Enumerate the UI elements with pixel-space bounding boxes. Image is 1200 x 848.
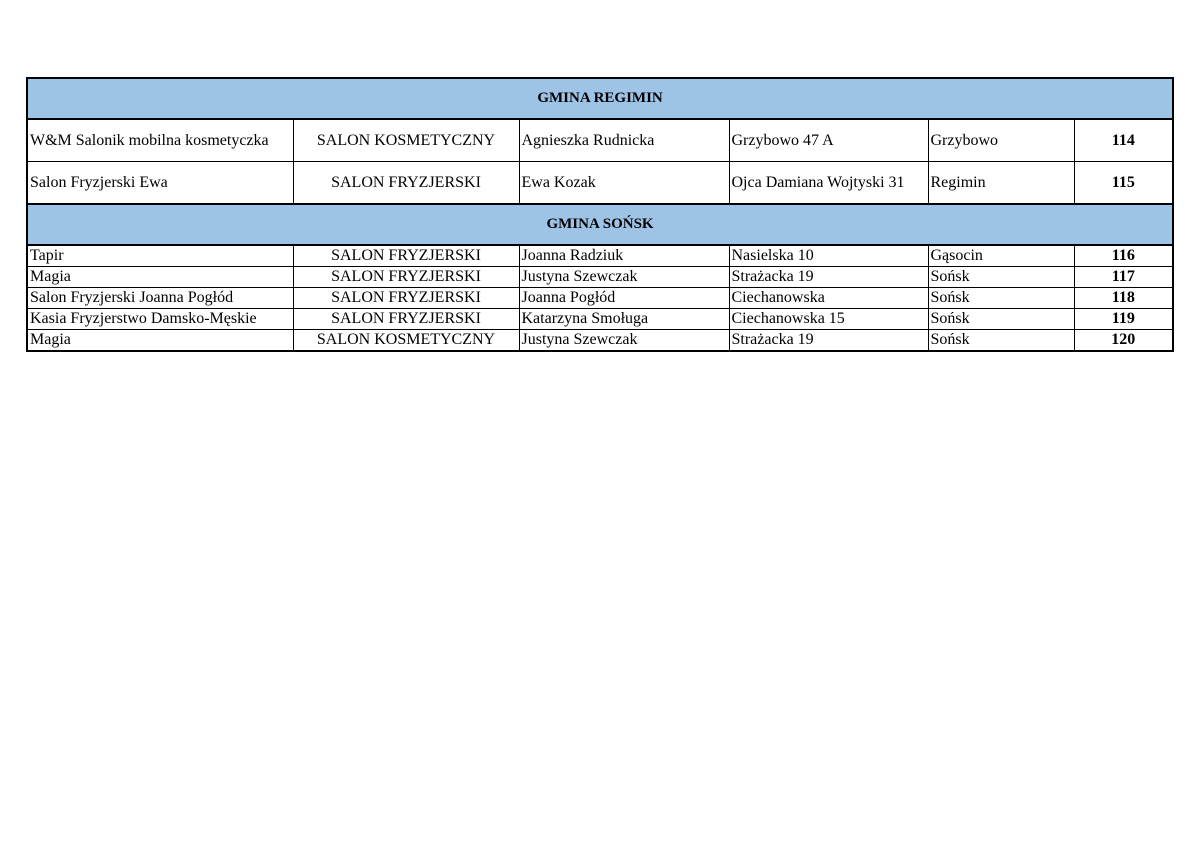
table-row — [27, 330, 1173, 352]
entry-number-cell: 119 — [1074, 309, 1173, 330]
entry-number-cell: 118 — [1074, 288, 1173, 309]
address-cell: Strażacka 19 — [729, 267, 928, 288]
owner-cell: Joanna Pogłód — [519, 288, 729, 309]
section-title: GMINA REGIMIN — [27, 78, 1173, 119]
salon-name-cell: Salon Fryzjerski Ewa — [27, 162, 293, 205]
table-row — [27, 288, 1173, 309]
entry-number-cell: 116 — [1074, 245, 1173, 267]
salon-register-sheet — [26, 77, 1172, 352]
owner-cell: Justyna Szewczak — [519, 267, 729, 288]
address-cell: Nasielska 10 — [729, 245, 928, 267]
owner-cell: Joanna Radziuk — [519, 245, 729, 267]
town-cell: Regimin — [928, 162, 1074, 205]
table-row — [27, 162, 1173, 205]
salon-type-cell: SALON FRYZJERSKI — [293, 162, 519, 205]
address-cell: Ciechanowska — [729, 288, 928, 309]
address-cell: Grzybowo 47 A — [729, 119, 928, 162]
salon-type-cell: SALON KOSMETYCZNY — [293, 330, 519, 352]
town-cell: Sońsk — [928, 288, 1074, 309]
entry-number-cell: 120 — [1074, 330, 1173, 352]
town-cell: Grzybowo — [928, 119, 1074, 162]
salon-type-cell: SALON FRYZJERSKI — [293, 288, 519, 309]
salon-name-cell: Kasia Fryzjerstwo Damsko-Męskie — [27, 309, 293, 330]
address-cell: Strażacka 19 — [729, 330, 928, 352]
entry-number-cell: 117 — [1074, 267, 1173, 288]
table-row — [27, 267, 1173, 288]
town-cell: Sońsk — [928, 309, 1074, 330]
table-row — [27, 245, 1173, 267]
table-row — [27, 309, 1173, 330]
table-row — [27, 119, 1173, 162]
salon-name-cell: Salon Fryzjerski Joanna Pogłód — [27, 288, 293, 309]
salon-type-cell: SALON FRYZJERSKI — [293, 309, 519, 330]
entry-number-cell: 114 — [1074, 119, 1173, 162]
salon-type-cell: SALON FRYZJERSKI — [293, 245, 519, 267]
entry-number-cell: 115 — [1074, 162, 1173, 205]
section-title: GMINA SOŃSK — [27, 204, 1173, 245]
salon-name-cell: Magia — [27, 267, 293, 288]
address-cell: Ciechanowska 15 — [729, 309, 928, 330]
salon-register-table — [26, 77, 1174, 352]
town-cell: Sońsk — [928, 267, 1074, 288]
owner-cell: Katarzyna Smoługa — [519, 309, 729, 330]
salon-name-cell: W&M Salonik mobilna kosmetyczka — [27, 119, 293, 162]
owner-cell: Ewa Kozak — [519, 162, 729, 205]
owner-cell: Justyna Szewczak — [519, 330, 729, 352]
owner-cell: Agnieszka Rudnicka — [519, 119, 729, 162]
town-cell: Gąsocin — [928, 245, 1074, 267]
section-header-row — [27, 204, 1173, 245]
address-cell: Ojca Damiana Wojtyski 31 — [729, 162, 928, 205]
salon-type-cell: SALON KOSMETYCZNY — [293, 119, 519, 162]
town-cell: Sońsk — [928, 330, 1074, 352]
section-header-row — [27, 78, 1173, 119]
salon-type-cell: SALON FRYZJERSKI — [293, 267, 519, 288]
salon-name-cell: Tapir — [27, 245, 293, 267]
salon-name-cell: Magia — [27, 330, 293, 352]
